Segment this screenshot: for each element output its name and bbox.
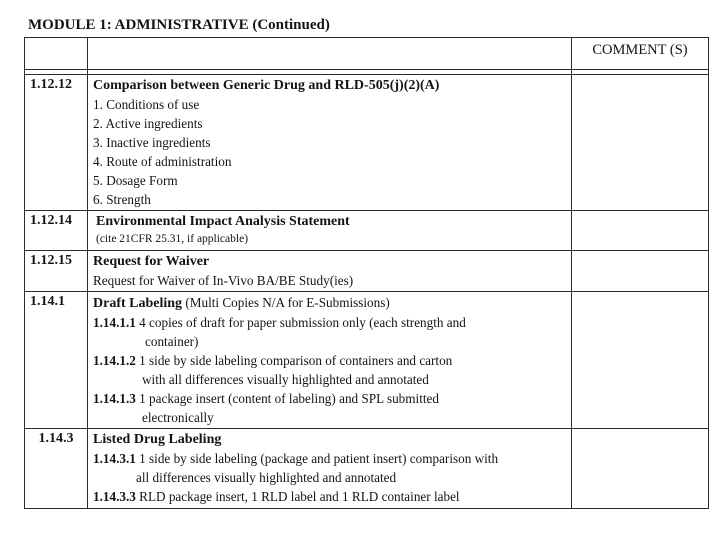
section-number: 1.14.1 [25, 292, 88, 429]
table-row [25, 211, 709, 251]
section-number: 1.12.15 [25, 251, 88, 292]
section-description [88, 292, 572, 429]
subitem-number: 1.14.1.3 [93, 391, 136, 406]
subitem-continuation: with all differences visually highlighted and annotated [142, 372, 429, 387]
section-number: 1.12.14 [25, 211, 88, 251]
comment-cell[interactable] [572, 211, 709, 251]
section-title: Comparison between Generic Drug and RLD-505(j)(2)(A) [93, 78, 440, 93]
subitem-text: 1 package insert (content of labeling) and SPL submitted [139, 391, 439, 406]
subitem-number: 1.14.3.3 [93, 489, 136, 504]
section-description [88, 429, 572, 509]
subitem-text: 1 side by side labeling comparison of containers and carton [139, 353, 453, 368]
comment-cell[interactable] [572, 429, 709, 509]
section-title: Listed Drug Labeling [93, 432, 222, 447]
list-item: 1. Conditions of use [93, 97, 200, 112]
list-item: 5. Dosage Form [93, 173, 178, 188]
subitem-number: 1.14.1.2 [93, 353, 136, 368]
subitem-text: 1 side by side labeling (package and patient insert) comparison with [139, 451, 499, 466]
subitem-continuation: container) [145, 334, 199, 349]
list-item: 3. Inactive ingredients [93, 135, 211, 150]
header-number-cell [25, 38, 88, 70]
section-title-suffix: (Multi Copies N/A for E-Submissions) [185, 295, 390, 310]
section-number: 1.14.3 [25, 429, 88, 509]
section-number: 1.12.12 [25, 75, 88, 211]
table-row [25, 292, 709, 429]
subitem-text: RLD package insert, 1 RLD label and 1 RLD container label [139, 489, 460, 504]
comment-header: COMMENT (S) [572, 38, 709, 70]
subitem-continuation: all differences visually highlighted and annotated [136, 470, 397, 485]
comment-cell[interactable] [572, 251, 709, 292]
list-item [93, 389, 567, 408]
list-item [93, 313, 567, 332]
section-text: Request for Waiver of In-Vivo BA/BE Study(ies) [93, 273, 354, 288]
list-item [93, 449, 567, 468]
comment-cell[interactable] [572, 75, 709, 211]
section-title: Draft Labeling [93, 296, 183, 311]
table-row [25, 251, 709, 292]
section-note: (cite 21CFR 25.31, if applicable) [96, 233, 249, 245]
section-description [88, 251, 572, 292]
module-heading: MODULE 1: ADMINISTRATIVE (Continued) [28, 17, 330, 33]
table-row [25, 429, 709, 509]
section-title: Request for Waiver [93, 254, 210, 269]
section-title-line [93, 293, 567, 313]
section-description [88, 211, 572, 251]
list-item: 2. Active ingredients [93, 116, 203, 131]
checklist-table [24, 37, 709, 509]
section-title: Environmental Impact Analysis Statement [96, 214, 350, 229]
subitem-continuation: electronically [142, 410, 214, 425]
subitem-number: 1.14.3.1 [93, 451, 136, 466]
table-header-row [25, 38, 709, 70]
subitem-text: 4 copies of draft for paper submission only (each strength and [139, 315, 466, 330]
comment-cell[interactable] [572, 292, 709, 429]
section-description [88, 75, 572, 211]
header-description-cell [88, 38, 572, 70]
table-row [25, 75, 709, 211]
list-item [93, 351, 567, 370]
list-item: 6. Strength [93, 192, 151, 207]
list-item [93, 487, 567, 506]
list-item: 4. Route of administration [93, 154, 232, 169]
subitem-number: 1.14.1.1 [93, 315, 136, 330]
